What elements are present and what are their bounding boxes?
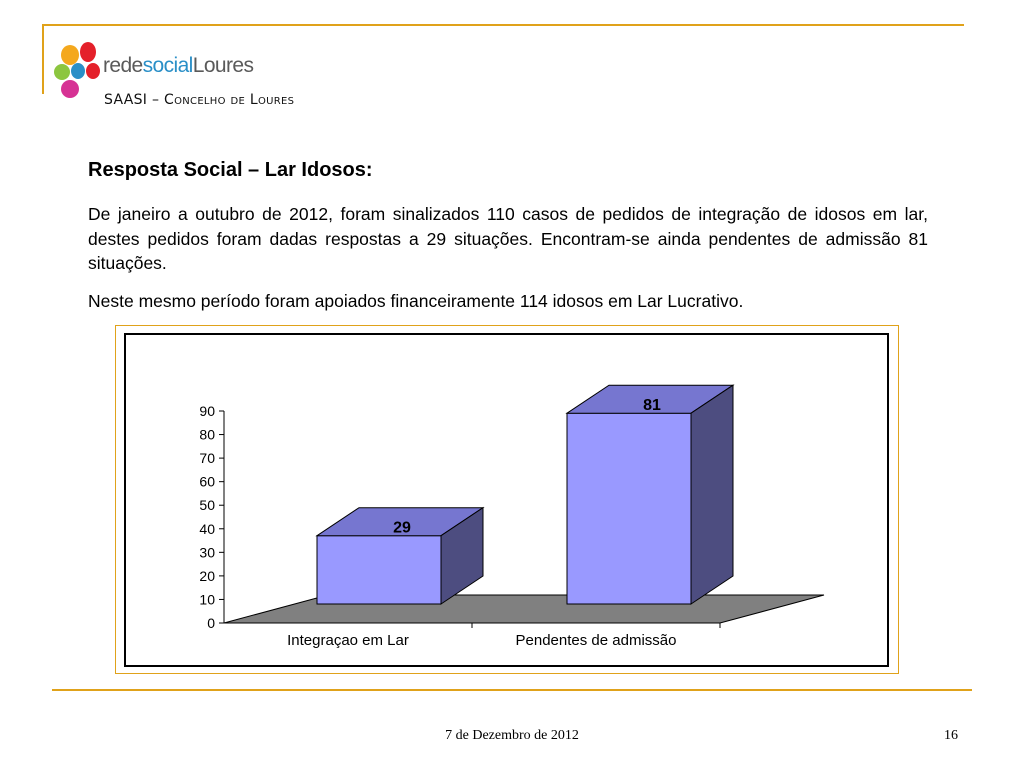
page-number: 16 [944,728,958,743]
y-tick-label: 60 [199,473,215,490]
brand-name [103,54,253,78]
y-tick-label: 30 [199,544,215,561]
brand-part-3: Loures [192,54,254,77]
category-label-1: Integraçao em Lar [287,632,409,649]
y-tick-label: 80 [199,426,215,443]
y-tick-label: 90 [199,403,215,419]
bar-front-1 [317,536,441,604]
bottom-rule [52,689,972,691]
top-rule [42,24,964,26]
y-tick-label: 10 [199,591,215,608]
y-tick-label: 70 [199,450,215,467]
bar-chart [124,333,889,667]
footer-date: 7 de Dezembro de 2012 [445,728,579,743]
y-tick-label: 40 [199,520,215,537]
header-subtitle: SAASI – Concelho de Loures [104,92,295,108]
y-tick-label: 0 [207,615,215,631]
bar-front-2 [567,413,691,604]
bar-side-2 [691,385,733,604]
category-label-2: Pendentes de admissão [515,632,677,649]
chart-floor [224,595,824,623]
data-label-1: 29 [393,519,411,537]
data-label-2: 81 [643,397,661,415]
left-rule [42,24,44,94]
paragraph-2: Neste mesmo período foram apoiados financeiramente 114 idosos em Lar Lucrativo. [88,291,744,311]
paragraph-1: De janeiro a outubro de 2012, foram sinalizados 110 casos de pedidos de integração de idosos em lar, destes pedidos foram dadas respostas a 29 situações. Encontram-se ainda pendentes de admissão 81 situações. [88,204,928,273]
brand-part-1: rede [103,54,143,77]
y-tick-label: 50 [199,497,215,514]
brand-part-2: social [142,54,193,77]
y-tick-label: 20 [199,567,215,584]
section-heading: Resposta Social – Lar Idosos: [88,159,373,181]
